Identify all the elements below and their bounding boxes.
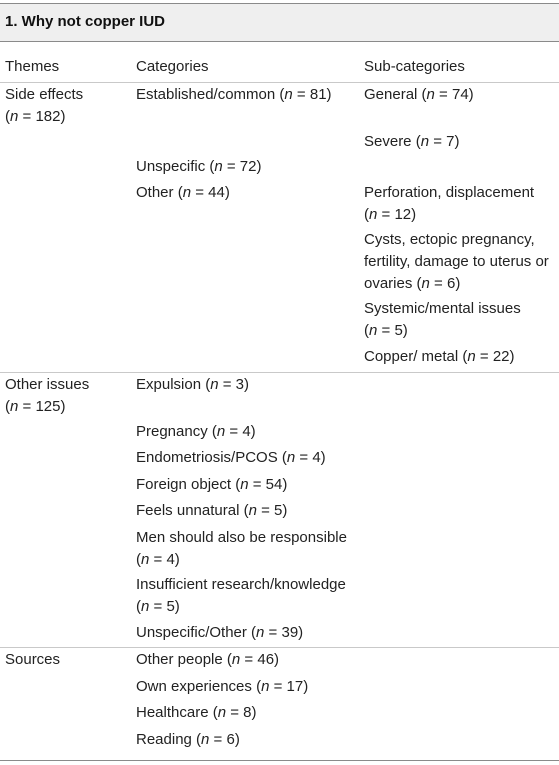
subcategory-systemic-line1: Systemic/mental issues bbox=[364, 300, 521, 317]
category-healthcare: Healthcare (n = 8) bbox=[136, 704, 257, 721]
theme-sources: Sources bbox=[5, 651, 61, 668]
category-own-experiences: Own experiences (n = 17) bbox=[136, 678, 309, 695]
category-foreign-object: Foreign object (n = 54) bbox=[136, 476, 288, 493]
table-title: 1. Why not copper IUD bbox=[5, 13, 166, 30]
section-divider-2 bbox=[0, 647, 559, 648]
category-unspecific: Unspecific (n = 72) bbox=[136, 158, 262, 175]
theme-other-issues-count: (n = 125) bbox=[5, 398, 66, 415]
header-subcategories: Sub-categories bbox=[364, 58, 465, 75]
theme-side-effects: Side effects bbox=[5, 86, 84, 103]
category-insufficient-line2: (n = 5) bbox=[136, 598, 180, 615]
subcategory-perforation-line2: (n = 12) bbox=[364, 206, 417, 223]
header-themes: Themes bbox=[5, 58, 60, 75]
subcategory-general: General (n = 74) bbox=[364, 86, 474, 103]
theme-other-issues: Other issues bbox=[5, 376, 90, 393]
category-reading: Reading (n = 6) bbox=[136, 731, 240, 748]
category-other: Other (n = 44) bbox=[136, 184, 230, 201]
category-men-line1: Men should also be responsible bbox=[136, 529, 347, 546]
category-endometriosis: Endometriosis/PCOS (n = 4) bbox=[136, 449, 326, 466]
category-men-line2: (n = 4) bbox=[136, 551, 180, 568]
category-established: Established/common (n = 81) bbox=[136, 86, 332, 103]
subcategory-systemic-line2: (n = 5) bbox=[364, 322, 408, 339]
category-unspecific-other: Unspecific/Other (n = 39) bbox=[136, 624, 304, 641]
subcategory-severe: Severe (n = 7) bbox=[364, 133, 460, 150]
header-divider bbox=[0, 82, 559, 83]
category-feels-unnatural: Feels unnatural (n = 5) bbox=[136, 502, 288, 519]
table-title-band bbox=[0, 3, 559, 42]
subcategory-cysts-line2: fertility, damage to uterus or bbox=[364, 253, 549, 270]
category-insufficient-line1: Insufficient research/knowledge bbox=[136, 576, 346, 593]
subcategory-perforation-line1: Perforation, displacement bbox=[364, 184, 535, 201]
category-expulsion: Expulsion (n = 3) bbox=[136, 376, 250, 393]
category-other-people: Other people (n = 46) bbox=[136, 651, 280, 668]
section-divider-1 bbox=[0, 372, 559, 373]
subcategory-cysts-line1: Cysts, ectopic pregnancy, bbox=[364, 231, 535, 248]
subcategory-copper: Copper/ metal (n = 22) bbox=[364, 348, 515, 365]
category-pregnancy: Pregnancy (n = 4) bbox=[136, 423, 256, 440]
subcategory-cysts-line3: ovaries (n = 6) bbox=[364, 275, 461, 292]
table-bottom-rule bbox=[0, 760, 559, 761]
title-divider bbox=[0, 41, 559, 42]
header-categories: Categories bbox=[136, 58, 209, 75]
theme-side-effects-count: (n = 182) bbox=[5, 108, 66, 125]
